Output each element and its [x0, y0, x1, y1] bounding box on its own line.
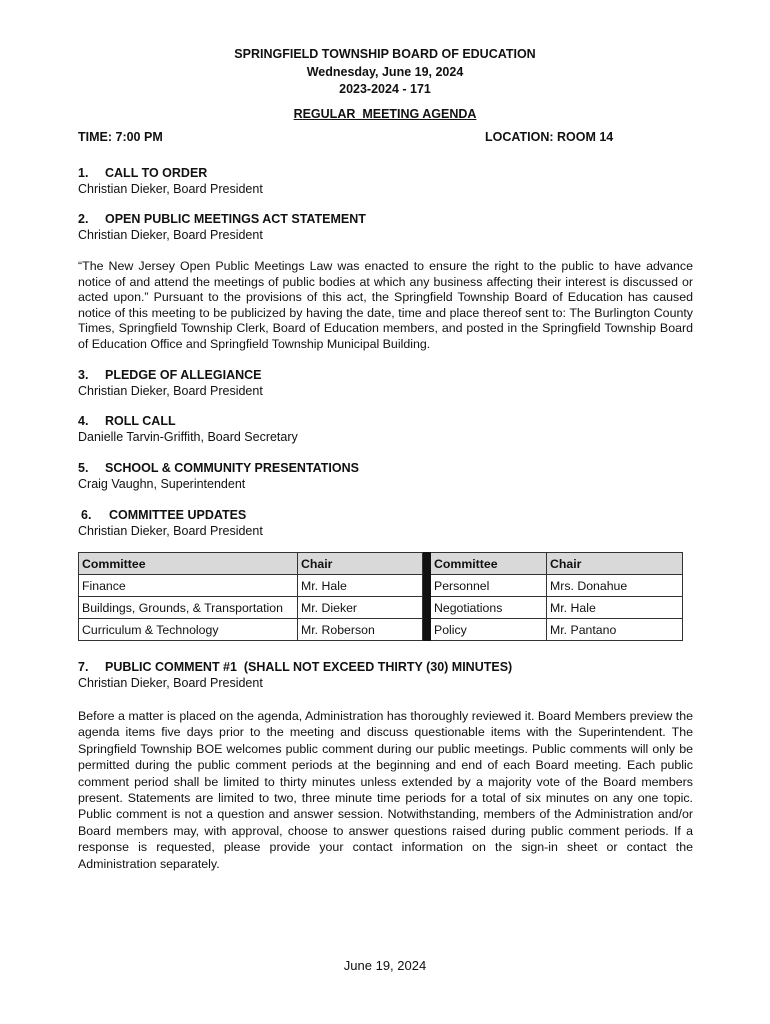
section-opma — [78, 211, 693, 243]
table-cell: Buildings, Grounds, & Transportation — [79, 597, 298, 619]
section-public-comment — [78, 659, 693, 691]
meeting-date: Wednesday, June 19, 2024 — [306, 65, 464, 79]
section-person: Craig Vaughn, Superintendent — [78, 477, 246, 491]
table-divider — [423, 575, 431, 597]
section-committee-updates — [78, 507, 693, 539]
table-row — [79, 575, 683, 597]
public-comment-text: Before a matter is placed on the agenda, Administration has thoroughly reviewed it. Board Members preview the agenda items five days prior to the meeting and discuss questionable items with the Superintendent. The Springfield Township BOE welcomes public comment during our public meetings. Public comments will only be permitted during the public comment periods at the beginning and end of each Board meeting. Each public comment period shall be limited to thirty minutes unless extended by a majority vote of the Board members present. Statements are limited to two, three minute time periods for a total of six minutes on any one topic. Public comment is not a question and answer session. Notwithstanding, members of the Administration and/or Board members may, with approval, choose to answer questions raised during public comment periods. If a response is requested, please provide your contact information on the sign-in sheet or contact the Administration separately. — [78, 709, 693, 871]
section-number: 3. — [78, 368, 89, 382]
table-cell: Mr. Hale — [547, 597, 683, 619]
section-number: 2. — [78, 212, 89, 226]
agenda-number: 2023-2024 - 171 — [339, 82, 431, 96]
section-pledge — [78, 367, 693, 399]
section-title: PUBLIC COMMENT #1 (SHALL NOT EXCEED THIRTY (30) MINUTES) — [105, 660, 513, 674]
table-header-row — [79, 553, 683, 575]
table-cell: Mr. Roberson — [298, 619, 423, 641]
org-title: SPRINGFIELD TOWNSHIP BOARD OF EDUCATION — [234, 47, 536, 61]
table-header: Committee — [431, 553, 547, 575]
table-cell: Personnel — [431, 575, 547, 597]
section-roll-call — [78, 413, 693, 445]
section-person: Christian Dieker, Board President — [78, 228, 263, 242]
section-person: Christian Dieker, Board President — [78, 384, 263, 398]
table-divider — [423, 553, 431, 575]
table-cell: Negotiations — [431, 597, 547, 619]
section-person: Christian Dieker, Board President — [78, 676, 263, 690]
table-divider — [423, 597, 431, 619]
table-divider — [423, 619, 431, 641]
section-call-to-order — [78, 165, 693, 197]
table-cell: Mr. Pantano — [547, 619, 683, 641]
committee-table — [78, 552, 683, 641]
table-cell: Mrs. Donahue — [547, 575, 683, 597]
meeting-location: LOCATION: ROOM 14 — [485, 130, 614, 144]
table-row — [79, 619, 683, 641]
section-number: 4. — [78, 414, 89, 428]
section-number: 7. — [78, 660, 89, 674]
table-cell: Mr. Dieker — [298, 597, 423, 619]
section-person: Christian Dieker, Board President — [78, 182, 263, 196]
section-number: 5. — [78, 461, 89, 475]
table-header: Committee — [79, 553, 298, 575]
section-person: Danielle Tarvin-Griffith, Board Secretary — [78, 430, 298, 444]
section-title: SCHOOL & COMMUNITY PRESENTATIONS — [105, 461, 359, 475]
table-cell: Finance — [79, 575, 298, 597]
agenda-title: REGULAR MEETING AGENDA — [293, 107, 477, 121]
page-footer-date: June 19, 2024 — [343, 958, 427, 973]
section-title: CALL TO ORDER — [105, 166, 208, 180]
opma-statement: “The New Jersey Open Public Meetings Law was enacted to ensure the right to the public to have advance notice of and attend the meetings of public bodies at which any business affecting their interest is discussed or acted upon.” Pursuant to the provisions of this act, the Springfield Township Board of Education has caused notice of this meeting to be publicized by having the date, time and place thereof sent to: The Burlington County Times, Springfield Township Clerk, Board of Education members, and posted in the Springfield Township Board of Education Office and Springfield Township Municipal Building. — [78, 259, 693, 351]
section-title: OPEN PUBLIC MEETINGS ACT STATEMENT — [105, 212, 366, 226]
section-title: ROLL CALL — [105, 414, 176, 428]
table-cell: Curriculum & Technology — [79, 619, 298, 641]
table-cell: Mr. Hale — [298, 575, 423, 597]
table-cell: Policy — [431, 619, 547, 641]
section-title: PLEDGE OF ALLEGIANCE — [105, 368, 262, 382]
section-number: 6. — [81, 508, 92, 522]
table-header: Chair — [547, 553, 683, 575]
section-person: Christian Dieker, Board President — [78, 524, 263, 538]
table-header: Chair — [298, 553, 423, 575]
section-presentations — [78, 460, 693, 492]
section-number: 1. — [78, 166, 89, 180]
section-title: COMMITTEE UPDATES — [109, 508, 247, 522]
meeting-time: TIME: 7:00 PM — [78, 130, 163, 144]
table-row — [79, 597, 683, 619]
